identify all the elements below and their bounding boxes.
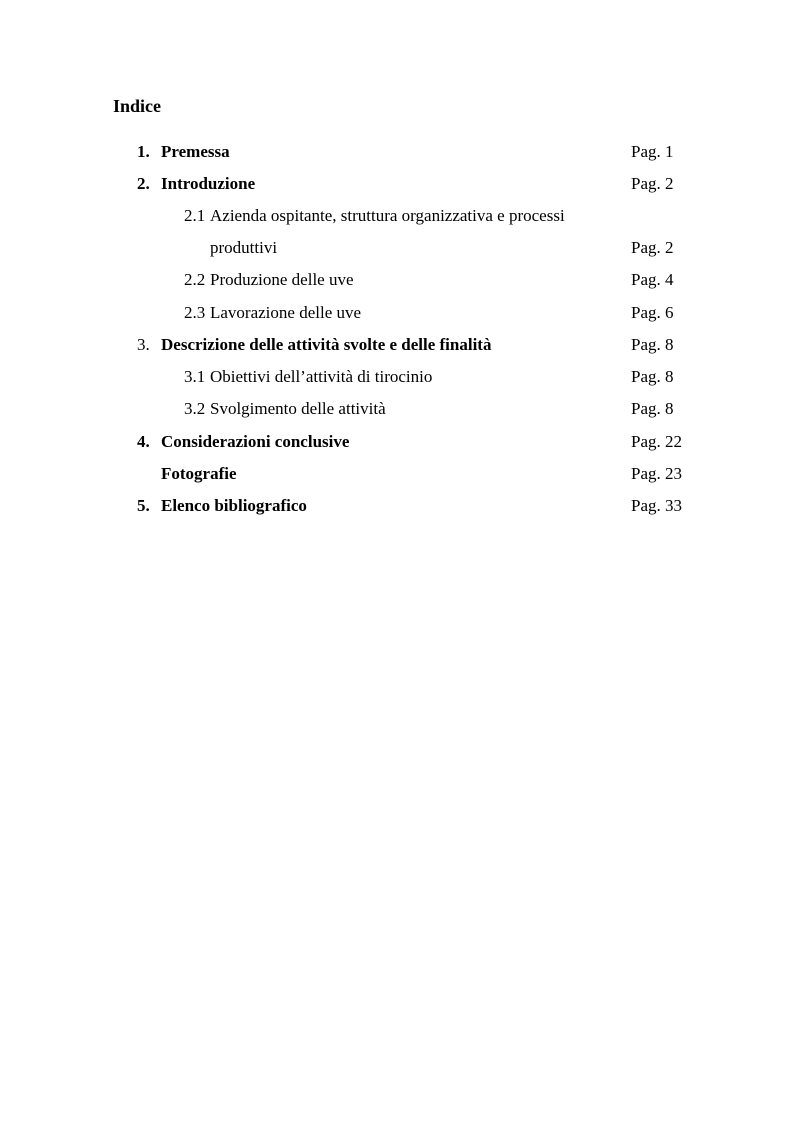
toc-entry-descrizione (0, 334, 794, 356)
toc-entry-page: Pag. 8 (631, 399, 674, 418)
toc-entry-produzione (0, 269, 794, 291)
toc-entry-title: Produzione delle uve (210, 270, 354, 289)
toc-entry-title: Considerazioni conclusive (161, 432, 350, 451)
toc-entry-title: Elenco bibliografico (161, 496, 307, 515)
toc-entry-premessa (0, 141, 794, 163)
toc-entry-number: 2.1 (184, 206, 206, 225)
toc-entry-title: Lavorazione delle uve (210, 303, 362, 322)
toc-entry-title: produttivi (210, 238, 278, 257)
toc-entry-page: Pag. 2 (631, 238, 674, 257)
toc-entry-page: Pag. 2 (631, 174, 674, 193)
toc-entry-title: Descrizione delle attività svolte e delle finalità (161, 335, 492, 354)
toc-entry-page: Pag. 8 (631, 335, 674, 354)
toc-entry-title: Introduzione (161, 174, 256, 193)
toc-entry-number: 1. (137, 142, 150, 161)
toc-entry-title: Premessa (161, 142, 230, 161)
toc-entry-azienda (0, 205, 794, 227)
toc-entry-considerazioni (0, 431, 794, 453)
toc-entry-page: Pag. 4 (631, 270, 674, 289)
toc-entry-number: 5. (137, 496, 150, 515)
toc-entry-page: Pag. 23 (631, 464, 682, 483)
toc-entry-page: Pag. 1 (631, 142, 674, 161)
toc-entry-title: Azienda ospitante, struttura organizzativa e processi (210, 206, 565, 225)
toc-entry-title: Fotografie (161, 464, 237, 483)
toc-entry-svolgimento (0, 398, 794, 420)
toc-entry-number: 3. (137, 335, 150, 354)
toc-entry-page: Pag. 6 (631, 303, 674, 322)
toc-entry-title: Obiettivi dell’attività di tirocinio (210, 367, 433, 386)
toc-entry-number: 2.2 (184, 270, 206, 289)
toc-entry-number: 4. (137, 432, 150, 451)
toc-entry-page: Pag. 22 (631, 432, 682, 451)
toc-entry-number: 3.2 (184, 399, 206, 418)
toc-entry-obiettivi (0, 366, 794, 388)
toc-entry-introduzione (0, 173, 794, 195)
toc-entry-page: Pag. 8 (631, 367, 674, 386)
toc-entry-elenco (0, 495, 794, 517)
page-title: Indice (113, 96, 162, 116)
toc-entry-title: Svolgimento delle attività (210, 399, 386, 418)
toc-entry-fotografie (0, 463, 794, 485)
toc-entry-lavorazione (0, 302, 794, 324)
toc-entry-number: 3.1 (184, 367, 206, 386)
toc-entry-number: 2.3 (184, 303, 206, 322)
toc-entry-number: 2. (137, 174, 150, 193)
toc-entry-azienda-cont (0, 237, 794, 259)
toc-entry-page: Pag. 33 (631, 496, 682, 515)
